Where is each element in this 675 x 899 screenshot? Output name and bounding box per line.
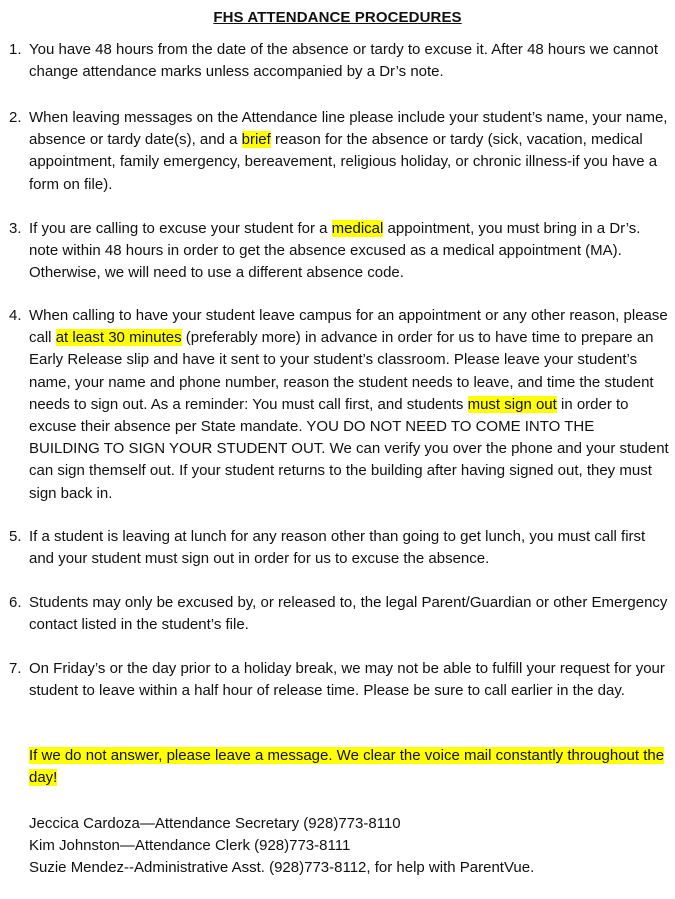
- item-number: 1.: [9, 41, 22, 58]
- item-text: When leaving messages on the Attendance line please include your student’s name, your name, absence or tardy date(s), and a brief reason for the absence or tardy (sick, vacation, medical appointment, family emergency, bereavement, religious holiday, or chronic illness-if you have a form on file).: [29, 109, 668, 193]
- item-text: When calling to have your student leave campus for an appointment or any other reason, please call at least 30 minutes (preferably more) in advance in order for us to have time to prepare an Early Release slip and have it sent to your student’s classroom. Please leave your student’s name, your name and phone number, reason the student needs to leave, and time the student needs to sign out. As a reminder: You must call first, and students must sign out in order to excuse their absence per State mandate. YOU DO NOT NEED TO COME INTO THE BUILDING TO SIGN YOUR STUDENT OUT. We can verify you over the phone and your student can sign themself out. If your student returns to the building after having signed out, they must sign back in.: [29, 307, 669, 502]
- item-number: 2.: [9, 109, 22, 126]
- item-number: 5.: [9, 528, 22, 545]
- item-text: If you are calling to excuse your student for a medical appointment, you must bring in a Dr’s. note within 48 hours in order to get the absence excused as a medical appointment (MA). Otherwise, we will need to use a different absence code.: [29, 220, 641, 282]
- highlight-brief: brief: [241, 131, 271, 149]
- notice-highlight: If we do not answer, please leave a message. We clear the voice mail constantly throughout the day!: [29, 747, 665, 787]
- procedure-item-3: [9, 218, 669, 285]
- contact-line: Jeccica Cardoza—Attendance Secretary (928)773-8110: [29, 815, 401, 832]
- item-text: You have 48 hours from the date of the absence or tardy to excuse it. After 48 hours we cannot change attendance marks unless accompanied by a Dr’s note.: [29, 41, 659, 81]
- item-text: If a student is leaving at lunch for any reason other than going to get lunch, you must call first and your student must sign out in order for us to excuse the absence.: [29, 528, 646, 568]
- item-number: 7.: [9, 660, 22, 677]
- procedure-item-1: [9, 39, 669, 83]
- procedure-item-6: [9, 592, 669, 636]
- contact-line: Kim Johnston—Attendance Clerk (928)773-8111: [29, 836, 351, 854]
- highlight-must-sign-out: must sign out: [467, 395, 557, 413]
- contact-list: [29, 813, 669, 878]
- item-number: 4.: [9, 307, 22, 324]
- contact-line: Suzie Mendez--Administrative Asst. (928)773-8112, for help with ParentVue.: [29, 858, 535, 876]
- item-text: Students may only be excused by, or released to, the legal Parent/Guardian or other Emergency contact listed in the student’s file.: [29, 594, 668, 634]
- procedure-item-4: [9, 305, 669, 505]
- item-number: 6.: [9, 594, 22, 611]
- highlight-30-minutes: at least 30 minutes: [55, 329, 182, 347]
- highlight-medical: medical: [331, 220, 384, 237]
- procedure-item-7: [9, 658, 669, 702]
- procedure-item-2: [9, 107, 669, 196]
- voicemail-notice: [29, 745, 669, 789]
- item-number: 3.: [9, 220, 22, 237]
- item-text: On Friday’s or the day prior to a holiday break, we may not be able to fulfill your request for your student to leave within a half hour of release time. Please be sure to call earlier in the day.: [29, 660, 665, 700]
- procedure-item-5: [9, 526, 669, 570]
- page-title: FHS ATTENDANCE PROCEDURES: [213, 9, 462, 26]
